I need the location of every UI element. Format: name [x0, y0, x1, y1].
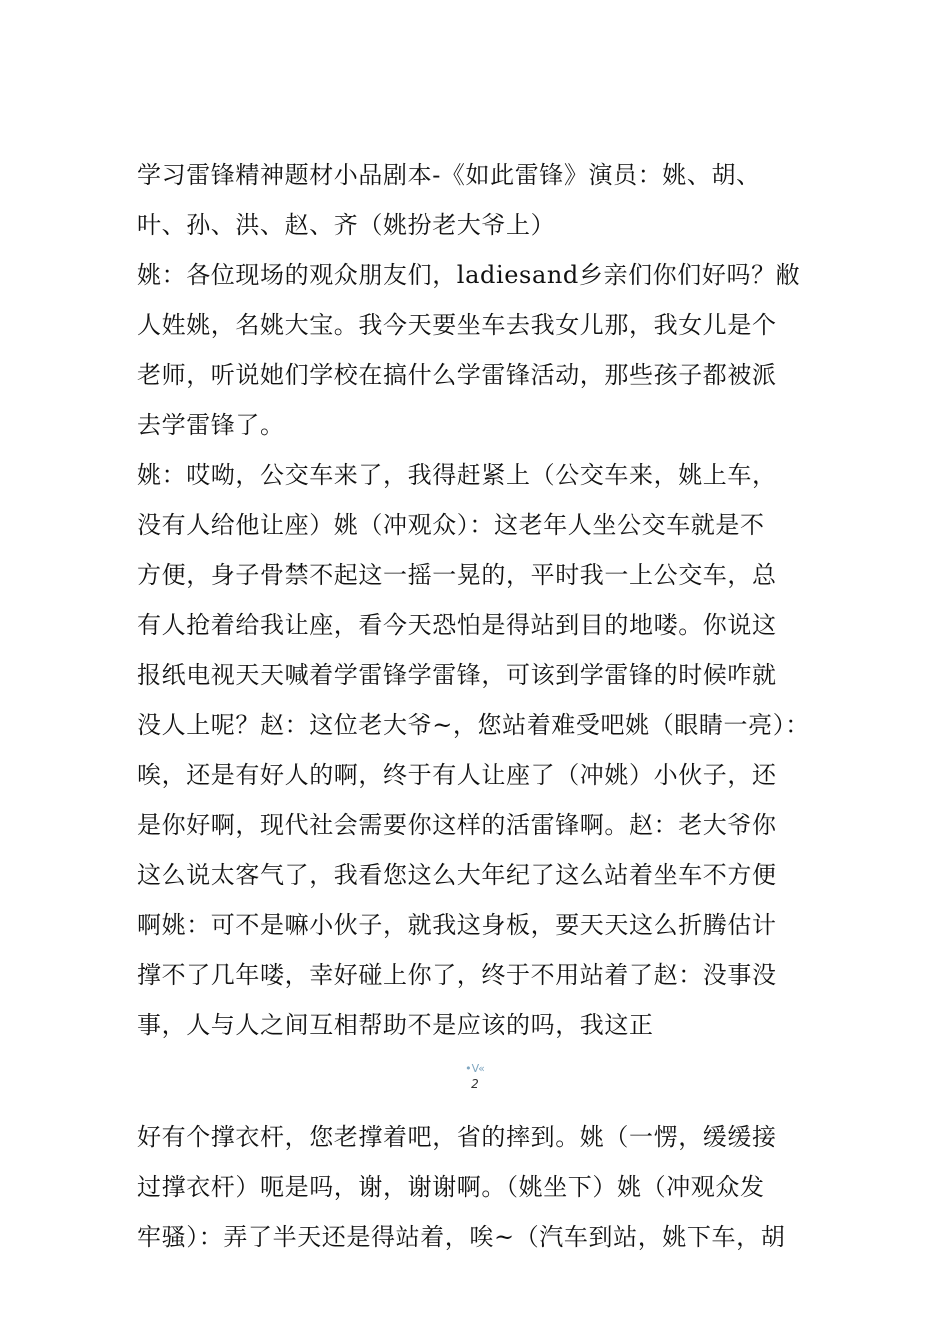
text-line: 这么说太客气了，我看您这么大年纪了这么站着坐车不方便 [137, 861, 777, 889]
text-line: 好有个撑衣杆，您老撑着吧，省的摔到。姚（一愣，缓缓接 [137, 1123, 777, 1151]
text-line: 姚：各位现场的观众朋友们，ladiesand乡亲们你们好吗？敝 [137, 261, 801, 289]
text-line: 老师，听说她们学校在搞什么学雷锋活动，那些孩子都被派 [137, 361, 777, 389]
text-line: 报纸电视天天喊着学雷锋学雷锋，可该到学雷锋的时候咋就 [137, 661, 777, 689]
text-line: 去学雷锋了。 [137, 411, 285, 439]
script-text-bottom [137, 1112, 837, 1262]
text-line: 是你好啊，现代社会需要你这样的活雷锋啊。赵：老大爷你 [137, 811, 777, 839]
text-line: 没有人给他让座）姚（冲观众）：这老年人坐公交车就是不 [137, 511, 765, 539]
text-line: 有人抢着给我让座，看今天恐怕是得站到目的地喽。你说这 [137, 611, 777, 639]
text-line: 啊姚：可不是嘛小伙子，就我这身板，要天天这么折腾估计 [137, 911, 777, 939]
text-line: 人姓姚，名姚大宝。我今天要坐车去我女儿那，我女儿是个 [137, 311, 777, 339]
text-line: 事，人与人之间互相帮助不是应该的吗，我这正 [137, 1011, 654, 1039]
page-number: 2 [471, 1077, 479, 1091]
text-line: 没人上呢？赵：这位老大爷~，您站着难受吧姚（眼睛一亮）： [137, 711, 810, 739]
text-line: 姚：哎呦，公交车来了，我得赶紧上（公交车来，姚上车， [137, 461, 777, 489]
text-line: 过撑衣杆）呃是吗，谢，谢谢啊。（姚坐下）姚（冲观众发 [137, 1173, 765, 1201]
text-line: 叶、孙、洪、赵、齐（姚扮老大爷上） [137, 211, 556, 239]
text-line: 唉，还是有好人的啊，终于有人让座了（冲姚）小伙子，还 [137, 761, 777, 789]
text-line: 牢骚）：弄了半天还是得站着，唉~（汽车到站，姚下车，胡 [137, 1223, 786, 1251]
text-line: 方便，身子骨禁不起这一摇一晃的，平时我一上公交车，总 [137, 561, 777, 589]
script-text-top [137, 150, 837, 1050]
text-line: 学习雷锋精神题材小品剧本-《如此雷锋》演员：姚、胡、 [137, 161, 761, 189]
page-break-marker: •V« [465, 1062, 485, 1075]
text-line: 撑不了几年喽，幸好碰上你了，终于不用站着了赵：没事没 [137, 961, 777, 989]
